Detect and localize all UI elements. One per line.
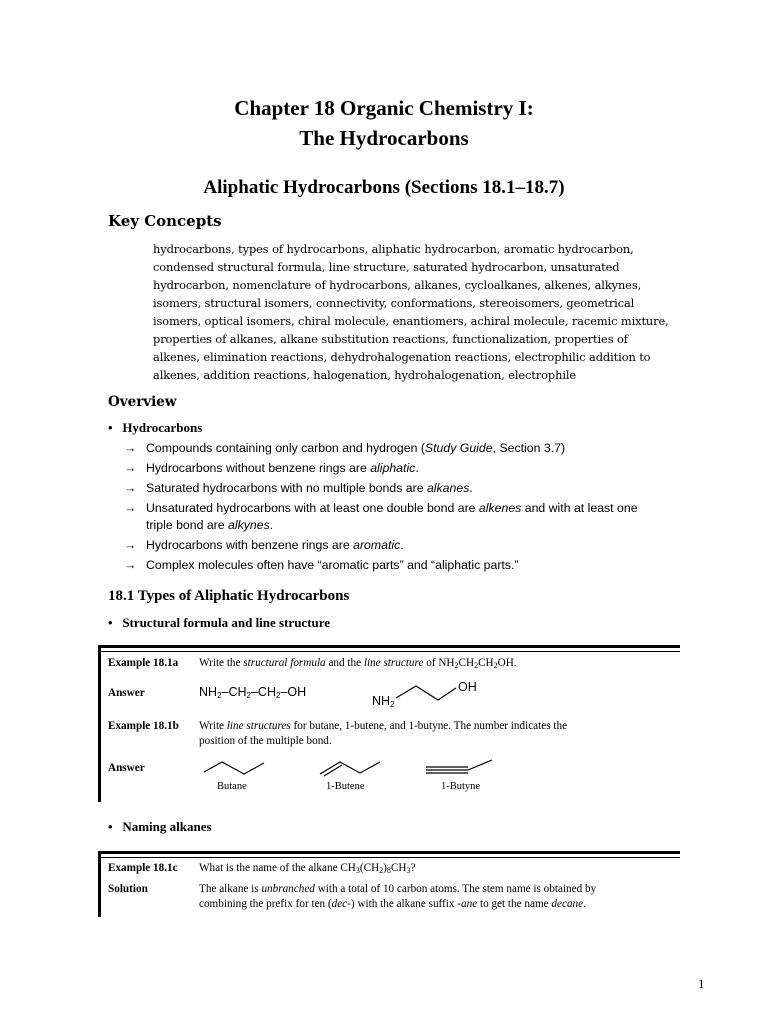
example-18-1c-solution: The alkane is unbranched with a total of 10 carbon atoms. The stem name is obtained by combining the prefix for ten (dec-) with the alkane suffix -ane to get the name decane.	[199, 883, 597, 910]
page-number: 1	[698, 976, 705, 991]
overview-heading: Overview	[108, 394, 177, 410]
bullet-text: Hydrocarbons	[122, 420, 203, 435]
kc-line: isomers, optical isomers, chiral molecule, enantiomers, achiral molecule, racemic mixture,	[153, 314, 669, 328]
list-item: → Hydrocarbons with benzene rings are aromatic.	[124, 538, 404, 552]
chapter-subtitle: The Hydrocarbons	[299, 126, 469, 150]
butene-name: 1-Butene	[326, 781, 365, 792]
butyne-line-structure	[422, 758, 502, 778]
structural-formula-answer: $NH_2-CH_2-CH_2-OH$	[199, 685, 307, 700]
bullet-text: Naming alkanes	[122, 819, 212, 834]
kc-line: isomers, structural isomers, connectivity, conformations, stereoisomers, geometrical	[153, 296, 635, 310]
structural-formula-bullet	[108, 615, 330, 631]
oh-label: OH	[458, 680, 477, 694]
bullet-dot: •	[108, 615, 123, 630]
kc-line: alkenes, elimination reactions, dehydrohalogenation reactions, electrophilic addition to	[153, 350, 651, 364]
bullet-text: Structural formula and line structure	[122, 615, 331, 630]
example-18-1b-label: Example 18.1b	[108, 720, 179, 732]
arrow-icon: →	[124, 538, 137, 552]
chapter-title: Chapter 18 Organic Chemistry I:	[234, 96, 534, 120]
kc-line: properties of alkanes, alkane substitution reactions, functionalization, properties of	[153, 332, 628, 346]
nh2-label: $NH_2$	[372, 694, 395, 709]
butyne-name: 1-Butyne	[441, 781, 481, 792]
list-item: → Unsaturated hydrocarbons with at least one double bond are alkenes and with at least one	[124, 501, 638, 515]
example-18-1c-question: What is the name of the alkane $CH_3(CH_2)_8CH_3$?	[199, 862, 416, 875]
butane-line-structure	[200, 758, 270, 778]
bullet-dot: •	[108, 420, 123, 435]
arrow-icon: →	[124, 441, 137, 455]
bullet-dot: •	[108, 819, 123, 834]
list-item: → Complex molecules often have “aromatic parts” and “aliphatic parts.”	[124, 558, 519, 572]
arrow-icon: →	[124, 481, 137, 495]
list-item: → Saturated hydrocarbons with no multiple bonds are alkanes.	[124, 481, 473, 495]
naming-alkanes-bullet	[108, 819, 212, 835]
overview-list	[124, 440, 684, 574]
butane-name: Butane	[217, 781, 247, 792]
section-title: Aliphatic Hydrocarbons (Sections 18.1–18.7)	[203, 177, 565, 198]
butene-line-structure	[316, 758, 386, 778]
kc-line: hydrocarbon, nomenclature of hydrocarbons, alkanes, cycloalkanes, alkenes, alkynes,	[153, 278, 642, 292]
example-18-1a-label: Example 18.1a	[108, 657, 179, 669]
arrow-icon: →	[124, 461, 137, 475]
example-18-1c-label: Example 18.1c	[108, 862, 178, 874]
answer-label: Answer	[108, 687, 145, 699]
kc-line: alkenes, addition reactions, halogenation, hydrohalogenation, electrophile	[153, 368, 577, 382]
example-18-1a-question: Write the structural formula and the line structure of $NH_2CH_2CH_2OH$.	[199, 657, 517, 670]
list-item: → Hydrocarbons without benzene rings are aliphatic.	[124, 461, 419, 475]
example-18-1b-question: Write line structures for butane, 1-butene, and 1-butyne. The number indicates the position of the multiple bond.	[199, 720, 568, 747]
kc-line: hydrocarbons, types of hydrocarbons, aliphatic hydrocarbon, aromatic hydrocarbon,	[153, 242, 634, 256]
arrow-icon: →	[124, 558, 137, 572]
section-18-1-heading: 18.1 Types of Aliphatic Hydrocarbons	[108, 588, 350, 604]
answer-label: Answer	[108, 762, 145, 774]
kc-line: condensed structural formula, line structure, saturated hydrocarbon, unsaturated	[153, 260, 620, 274]
key-concepts-heading: Key Concepts	[108, 212, 222, 230]
arrow-icon: →	[124, 501, 137, 515]
list-item: → Compounds containing only carbon and hydrogen (Study Guide, Section 3.7)	[124, 441, 566, 455]
key-concepts-body	[153, 240, 693, 384]
overview-bullet	[108, 420, 202, 436]
solution-label: Solution	[108, 883, 148, 895]
list-item-cont: triple bond are alkynes.	[146, 518, 274, 532]
